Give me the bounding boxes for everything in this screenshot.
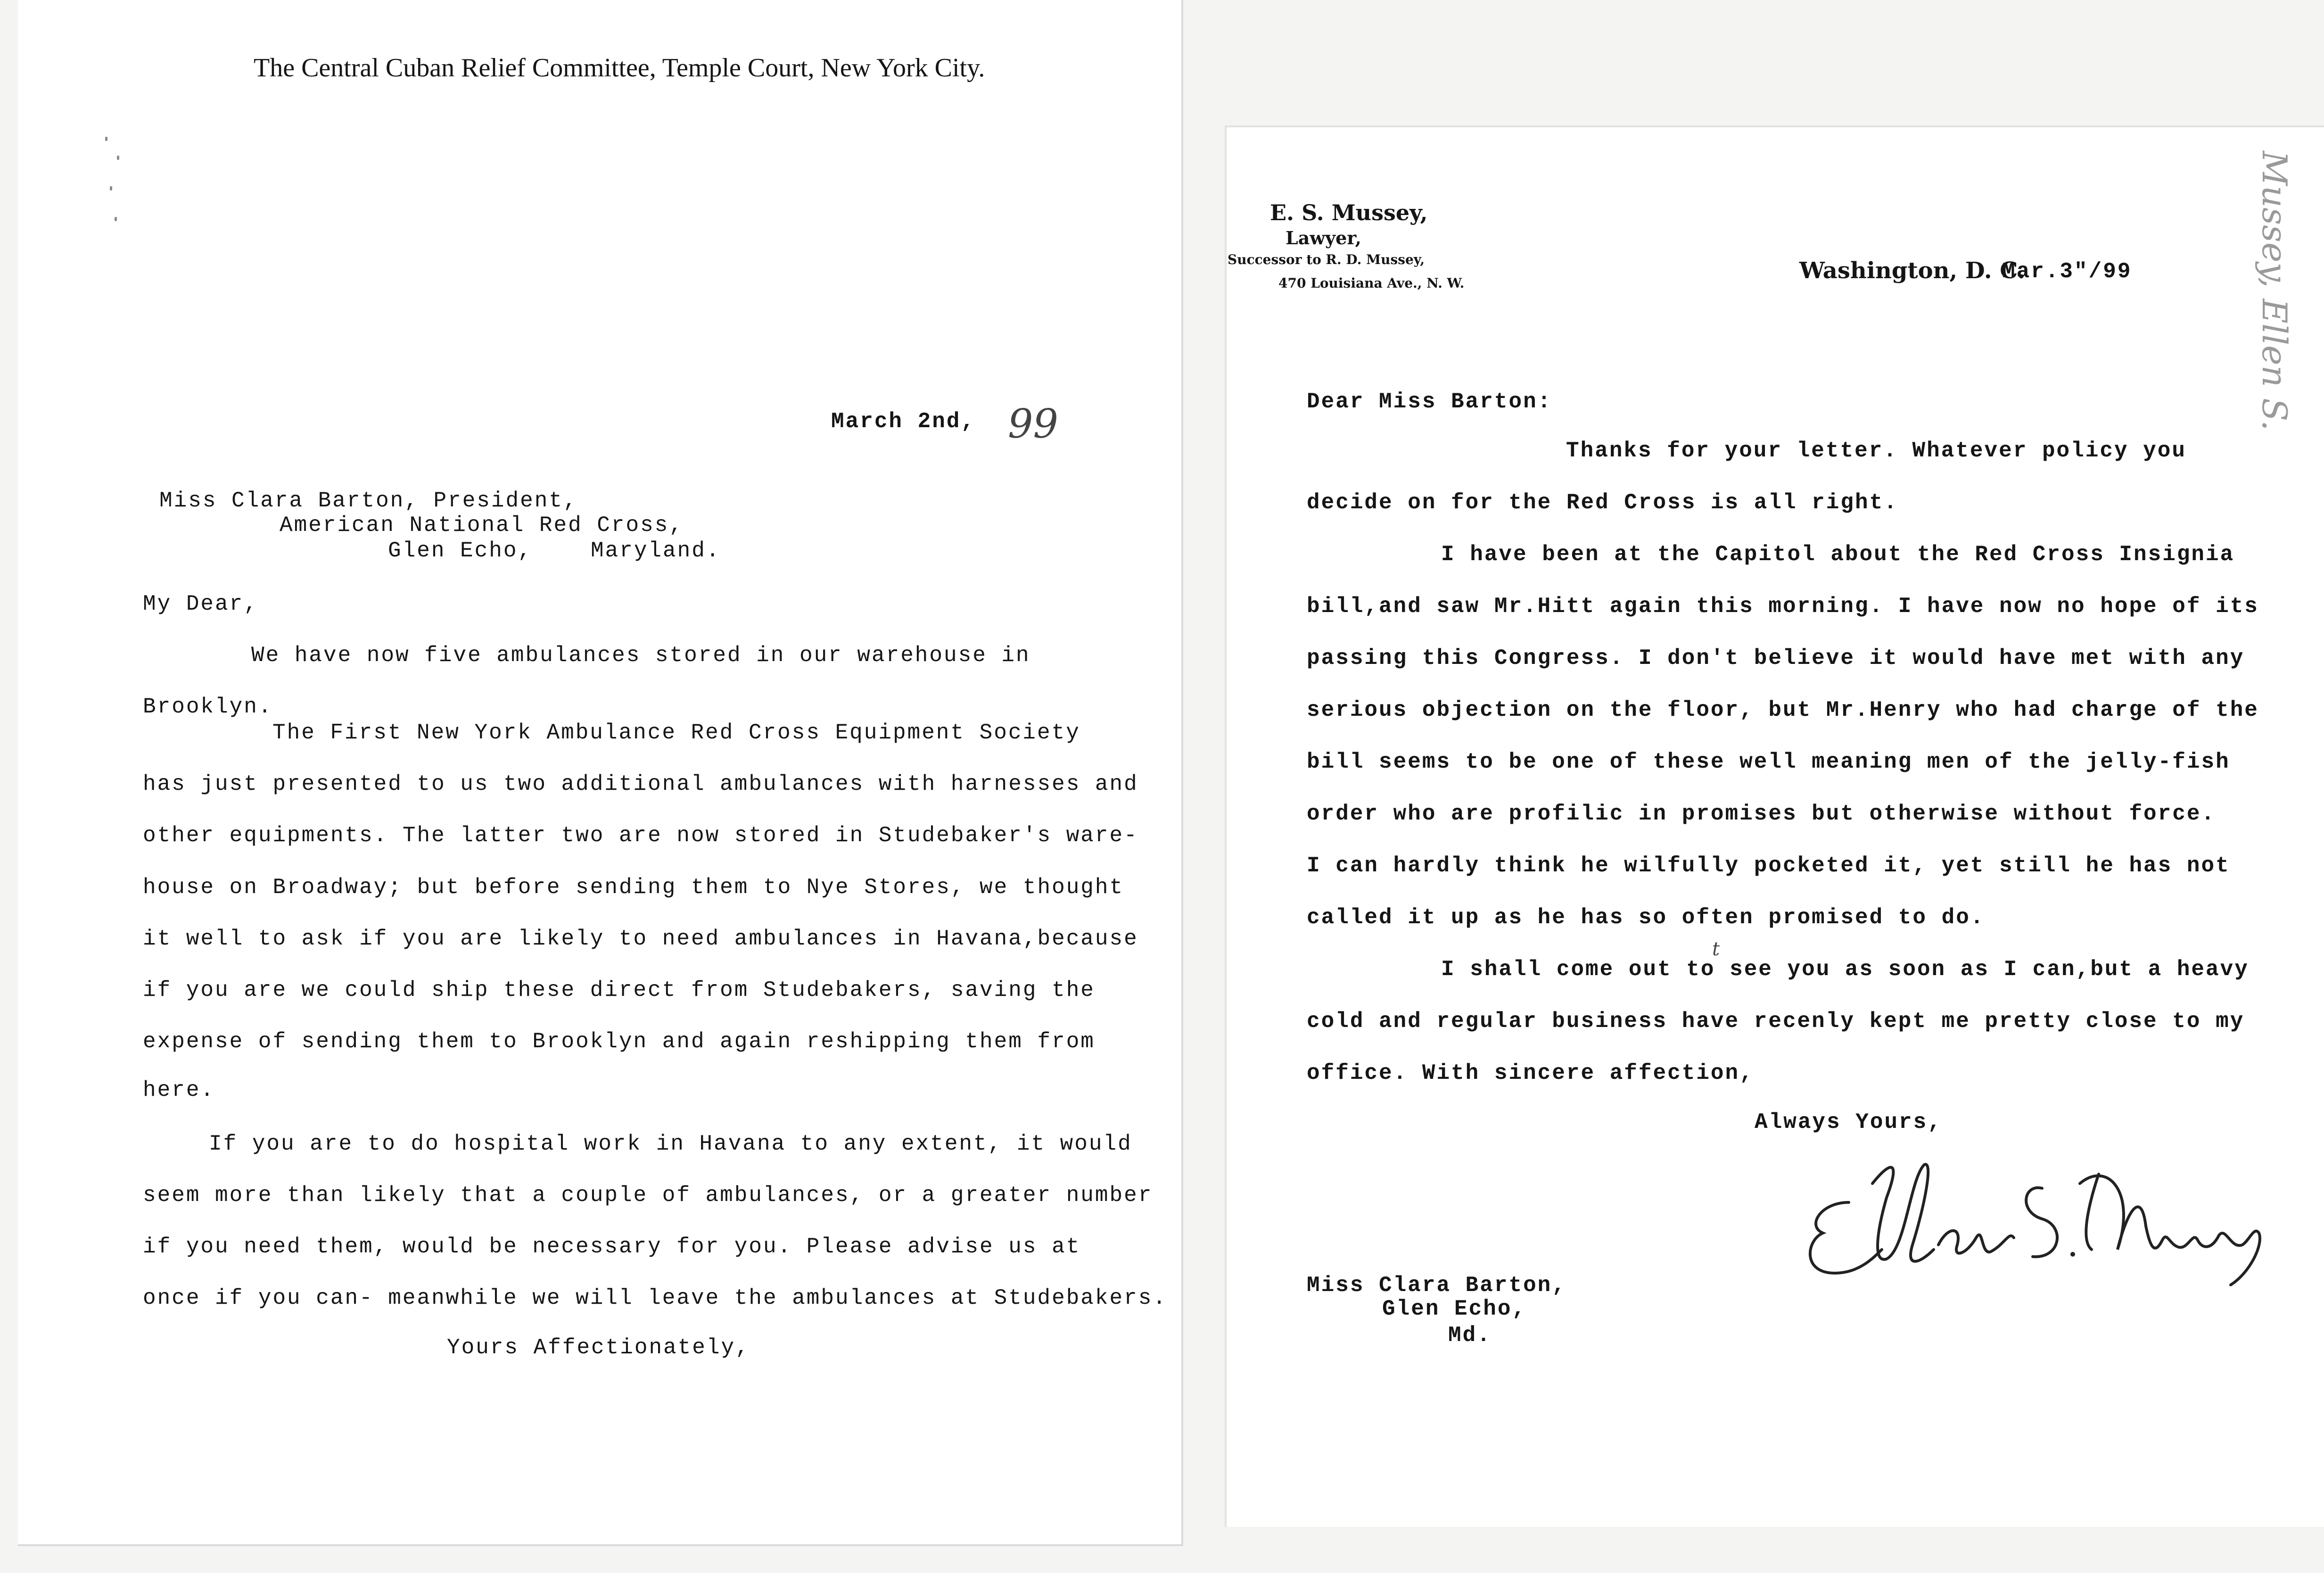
left-body-line: if you are we could ship these direct from Studebakers, saving the (143, 978, 1095, 1002)
right-body-line: called it up as he has so often promised to do. (1307, 905, 1985, 930)
left-letterhead: The Central Cuban Relief Committee, Temple Court, New York City. (254, 53, 985, 83)
address-city: Glen Echo, (1382, 1297, 1527, 1321)
right-body-line: office. With sincere affection, (1307, 1061, 1754, 1085)
paper-speck (115, 217, 117, 221)
left-body-line: once if you can- meanwhile we will leave the ambulances at Studebakers. (143, 1286, 1167, 1310)
left-body-line: if you need them, would be necessary for you. Please advise us at (143, 1234, 1081, 1259)
left-body-line: Brooklyn. (143, 695, 273, 719)
paper-speck (105, 137, 107, 141)
left-body-line: house on Broadway; but before sending them to Nye Stores, we thought (143, 875, 1124, 900)
right-letter-page (1225, 125, 2324, 1527)
right-salutation: Dear Miss Barton: (1307, 389, 1552, 414)
left-body-line: here. (143, 1078, 215, 1102)
right-body-line: decide on for the Red Cross is all right. (1307, 490, 1898, 515)
right-body-line: passing this Congress. I don't believe it would have met with any (1307, 646, 2245, 671)
letter-place: Washington, D. C. (1799, 257, 2026, 284)
left-recipient-city: Glen Echo, (388, 538, 533, 563)
left-body-line: We have now five ambulances stored in our warehouse in (251, 643, 1030, 668)
letterhead-name: E. S. Mussey, (1270, 200, 1428, 225)
right-body-line: I have been at the Capitol about the Red Cross Insignia (1441, 542, 2235, 567)
archive-margin-note: Mussey, Ellen S. (2255, 151, 2294, 431)
left-body-line: If you are to do hospital work in Havana to any extent, it would (209, 1132, 1132, 1156)
left-body-line: has just presented to us two additional ambulances with harnesses and (143, 772, 1138, 796)
left-letter-page (18, 0, 1183, 1546)
letterhead-address: 470 Louisiana Ave., N. W. (1278, 275, 1465, 291)
left-recipient-state: Maryland. (591, 538, 721, 563)
right-body-line: order who are profilic in promises but otherwise without force. (1307, 802, 2216, 826)
right-body-line: bill,and saw Mr.Hitt again this morning. I have now no hope of its (1307, 594, 2259, 619)
paper-speck (110, 186, 112, 190)
left-body-line: expense of sending them to Brooklyn and again reshipping them from (143, 1029, 1095, 1054)
left-recipient-line1: Miss Clara Barton, President, (159, 488, 578, 513)
letter-date: Mar.3"/99 (2002, 259, 2132, 284)
left-date-typed: March 2nd, (831, 409, 976, 434)
right-body-line: serious objection on the floor, but Mr.Henry who had charge of the (1307, 698, 2259, 722)
address-state: Md. (1448, 1323, 1492, 1348)
left-body-line: it well to ask if you are likely to need ambulances in Havana,because (143, 927, 1138, 951)
right-body-line: Thanks for your letter. Whatever policy you (1566, 439, 2186, 463)
letterhead-title: Lawyer, (1286, 227, 1361, 248)
address-name: Miss Clara Barton, (1307, 1273, 1566, 1298)
left-recipient-line2: American National Red Cross, (280, 513, 684, 538)
paper-speck (117, 156, 119, 160)
left-body-line: The First New York Ambulance Red Cross Equipment Society (272, 720, 1080, 745)
right-closing: Always Yours, (1755, 1110, 1942, 1134)
left-body-line: seem more than likely that a couple of ambulances, or a greater number (143, 1183, 1153, 1208)
right-body-line: bill seems to be one of these well meaning men of the jelly-fish (1307, 750, 2230, 774)
left-closing: Yours Affectionately, (447, 1335, 750, 1360)
left-body-line: other equipments. The latter two are now stored in Studebaker's ware- (143, 823, 1138, 848)
signature-image (1778, 1132, 2278, 1287)
left-date-handwritten: 99 (1008, 401, 1058, 447)
letterhead-successor: Successor to R. D. Mussey, (1228, 252, 1425, 267)
right-body-line: I shall come out to see you as soon as I can,but a heavy (1441, 957, 2249, 982)
right-body-line: cold and regular business have recenly kept me pretty close to my (1307, 1009, 2245, 1034)
insertion-mark: t (1712, 938, 1720, 960)
right-body-line: I can hardly think he wilfully pocketed it, yet still he has not (1307, 853, 2230, 878)
left-salutation: My Dear, (143, 592, 258, 616)
